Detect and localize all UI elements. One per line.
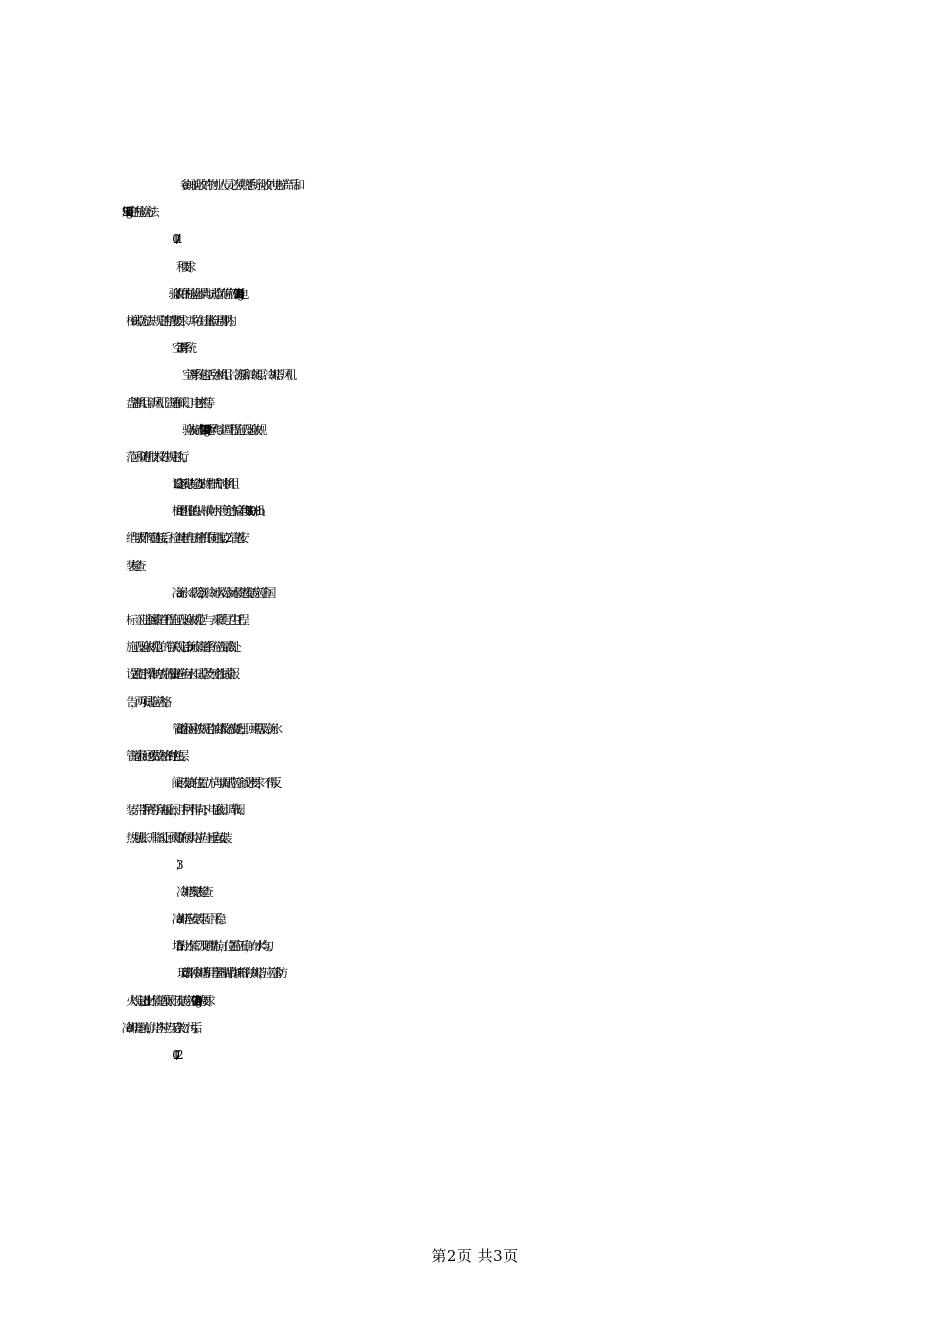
- para-line: e.阀门安装的位置、方向与调试应符合设计要求，不得反: [176, 776, 275, 791]
- para-line: 空调系统包括冷水机组、冷冻泵和冷却泵、冷却塔、风机: [182, 368, 290, 383]
- para-line: 热力膨胀、升降式止回阀等的阀头均应向上垂直安装。: [126, 830, 230, 845]
- para-line: f.验收用的检验器具与试验负荷应符合gb10059-1997《电: [176, 286, 242, 301]
- para-line: e.冷却塔运转前，塔内应当无杂物、污垢。: [126, 1020, 199, 1035]
- para-line: 组与吸排气管连接后，检查电机与压缩机的同轴度。2）管道安: [126, 531, 243, 546]
- subsection-heading: 3.1设备安装检查1）螺杆式制冷机组: [176, 477, 233, 492]
- para-line: 火规定。d.进出水管道及阀门安装应符合gb50243-97中的要求。: [126, 993, 213, 1008]
- para-line: 标《工业金属管道工程施工及验收规范》与《采暖与卫生工程: [126, 613, 243, 627]
- page-marker: [176, 226, 950, 253]
- document-body: [0, 172, 950, 1069]
- para-line: 管道表面还要做合格的绝热层。: [126, 748, 187, 763]
- para-line: a.冷冻水（载冷剂），冷却水及冷凝水管道安装应符合国: [176, 585, 269, 600]
- page-footer: 第2页 共3页: [431, 1247, 519, 1265]
- list-marker: 3）: [176, 857, 181, 872]
- para-line: 盘管机组、新风机、管道和阀门、电控柜等。: [126, 395, 213, 410]
- para-line: b.塔的出水管口及喷嘴方向，位置应正确，布水均匀。: [176, 939, 271, 954]
- para-line: c.玻璃钢冷却塔和用塑料制品作填料的冷却塔，应符合防: [182, 966, 281, 981]
- para-line: 装检查: [126, 558, 139, 573]
- para-line: a.机组机座的纵、横向水平度允许偏差均为0.01‰。b.机: [176, 504, 258, 519]
- para-line: 范》和随机技术文件规定执行。: [126, 449, 187, 464]
- para-line-1: e.参加验收的物业人员必须熟悉所验收的电梯产品和: [182, 178, 299, 192]
- para-line: 告，两项试验应合格。: [126, 694, 170, 709]
- para-line: 施工及验收规范》的有关规定。b.冷冻水管道系统应在最高处: [126, 640, 234, 655]
- para-line: d.管道表面应按规定作油漆及防腐处理，回风管及冷冻水: [176, 721, 276, 736]
- section-heading: 3.空调系统: [176, 341, 190, 356]
- page-marker: [176, 1042, 950, 1069]
- para-line: 装；带手柄的手动截止阀，手柄不得向下；电磁阀、调节阀、: [126, 803, 243, 818]
- para-line: 验收标准按gb5024-97《通风与空调工程施工及验收规: [182, 422, 260, 437]
- para-line: a.冷却塔应安装牢固、平稳。: [176, 912, 224, 927]
- subsection-heading: 冷却塔安装检查: [176, 884, 207, 899]
- para-line: 设置便于操作的放空阀。c.管道应有水压试验及气密性试验报: [126, 667, 233, 682]
- para-line: 和要求。: [176, 259, 194, 274]
- para-line: 梯试验方法》规定的精度要求，并均在计量检定周期内。: [126, 313, 234, 328]
- para-line-2: gb10060-93规定的检验方法: [126, 205, 152, 220]
